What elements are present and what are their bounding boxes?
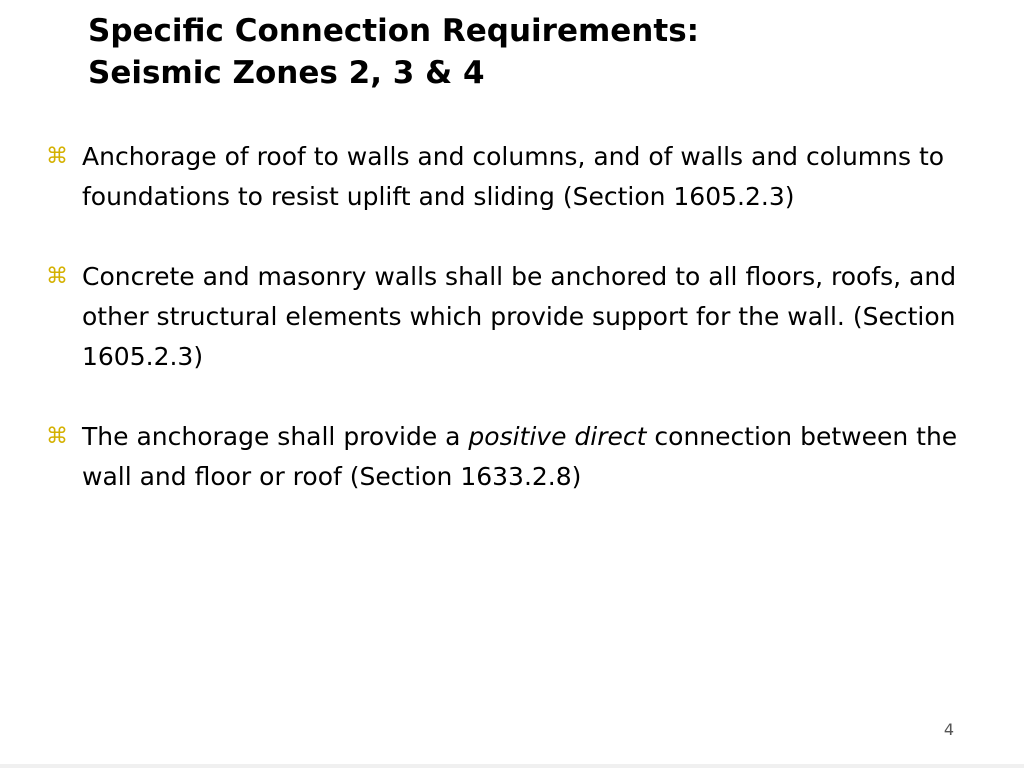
page-number: 4 [943,720,954,739]
slide-title-line-1: Specific Connection Requirements: [88,13,700,49]
bullet-text: Anchorage of roof to walls and columns, and of walls and columns to foundations to resist uplift and sliding (Section 1605.2.3) [82,142,945,211]
slide-title [88,10,988,94]
command-key-icon: ⌘ [46,424,68,449]
bullet-text [82,417,982,497]
bullet-item-1 [40,137,990,217]
bullet-text-emphasis: positive direct [468,422,647,451]
bullet-text-before: The anchorage shall provide a [82,422,469,451]
slide-title-line-2: Seismic Zones 2, 3 & 4 [88,55,485,91]
bullet-text-after: connection between the wall and floor or roof (Section 1633.2.8) [82,422,958,491]
footer-divider [0,764,1024,768]
command-key-icon: ⌘ [46,144,68,169]
command-key-icon: ⌘ [46,264,68,289]
bullet-item-2 [40,257,990,377]
bullet-list [40,137,990,537]
bullet-text: Concrete and masonry walls shall be anchored to all floors, roofs, and other structural elements which provide support for the wall. (Section 1605.2.3) [82,262,957,371]
bullet-item-3 [40,417,990,497]
